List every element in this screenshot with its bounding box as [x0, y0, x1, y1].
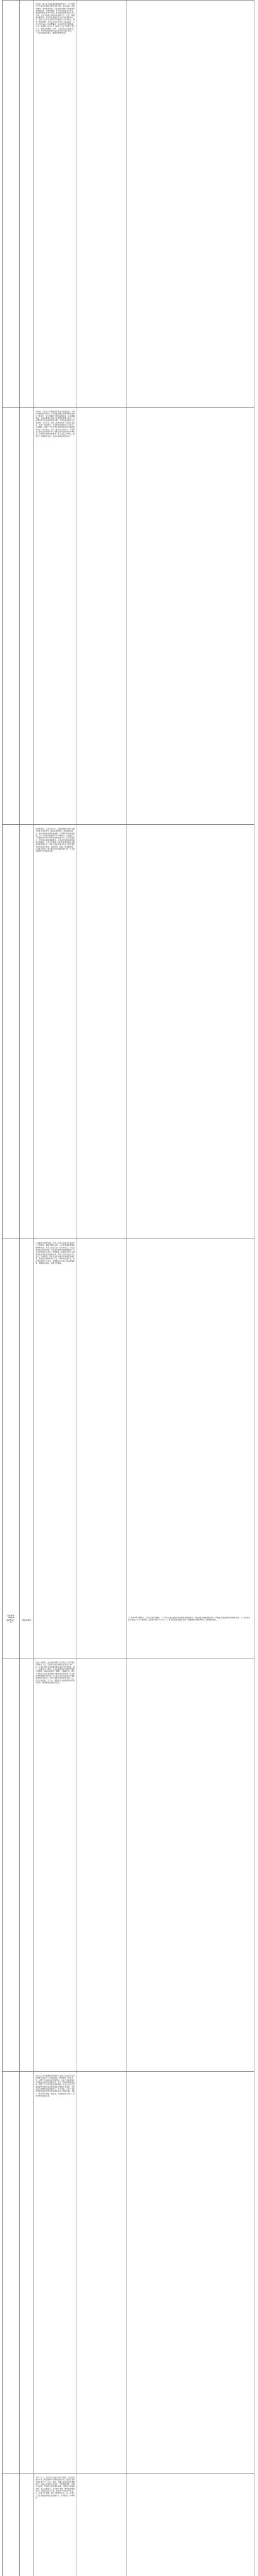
category-label [3, 1615, 19, 1624]
handling-note: 1．投诉举报问题属实，责令企业立即整改；2．责令企业按照危险废物规范化管理要求，规范设置危险废物暂存间，严格落实危险废物转移联单制度；3．依法对企业环境违法行为立案查处，处罚款人民币XX万元；4．督促企业制定整改方案，明确整改时限和责任人，确保整改到位。 [128, 1617, 251, 1621]
text-cell: 经核查，该企业主要从事机械零部件加工，生产过程中产生的危险废物主要为废矿物油、废乳化液、废包装桶等。现场检查发现，企业危险废物暂存间未按规范设置防渗、防泄漏措施，部分危险废物露天堆放，危险废物标识标签不规范，危险废物管理台账记录不完整。企业未按规定申报危险废物产生、贮存、转移和处置情况，部分危险废物转移未执行转移联单制度。执法人员对企业存在的问题进行了现场取证，调取了相关资料，并对企业负责人进行了调查询问。企业负责人承认上述问题属实，表示将立即开展整改。针对上述问题，执法人员当场责令企业立即停止违法行为，限期完成整改。同时，对企业周边环境进行了排查，未发现危险废物外溢造成环境污染的情况。下一步将持续跟踪督办，确保问题整改到位。 [36, 3, 75, 35]
row-divider [2, 407, 254, 408]
text-cell: 经进一步核实，企业危险废物产生量较大，现有暂存设施容量不足，导致部分危险废物无法及时入库贮存。企业已着手对危险废物暂存间进行扩建改造，预计于近期完成。同时，企业承诺将加快危险废物转移处置频次，确保危险废物不超期、不超量贮存。执法人员要求企业在改造期间采取临时防护措施，防止危险废物泄漏污染环境。对企业存在的未按规定设置危险废物识别标志、未执行转移联单制度等违法行为，依法立案查处。下一步，将加强对企业整改情况的跟踪督导，确保整改措施落实到位。 [36, 1662, 75, 1684]
category-line: 等 [10, 1621, 12, 1624]
type-label: 环境治理类 [22, 1619, 31, 1621]
column-divider [19, 0, 20, 2576]
text-cell: 针对群众反映的问题，执法人员对企业周边区域进行了走访调查。据周边群众反映，企业曾有将废油随意倾倒的情况。执法人员对企业厂区外排水沟、周边空地进行了仔细排查，未发现明显的废油倾倒痕迹。对企业雨水排放口进行了采样监测，监测结果显示石油类指标未超过相关排放标准。执法人员对企业负责人进行了批评教育，要求企业严格遵守环境保护法律法规，规范危险废物收集、贮存、转移和处置行为，杜绝违法倾倒行为发生。同时将该企业纳入重点监管对象，增加检查频次，加强日常监管。 [36, 1242, 75, 1265]
row-divider [2, 2071, 254, 2072]
category-line: 废矿物油） [6, 1619, 15, 1621]
text-cell: 执法人员对企业整改情况进行了复查。企业已对危险废物暂存间进行了规范化改造，地面铺设了防渗材料，设置了导流沟和应急收集池，张贴了危险废物贮存设施标识和危险废物标签，建立了危险废物管理台账，明确了专人负责危险废物管理。企业已完成全国固体废物管理信息系统危险废物管理计划备案，并对此前未申报的危险废物进行了补充申报。企业已委托有资质的单位对库存危险废物进行了转移处置，并执行了转移联单制度。经复查，企业整改基本到位，后续将持续加强监管。 [36, 2075, 75, 2097]
category-line: 危险废物 [7, 1615, 14, 1617]
text-cell: 为举一反三，执法部门以此次投诉为契机，在全区范围内开展了危险废物专项排查整治行动，重点检查涉危险废物产生、贮存、利用、处置企业的规范化管理情况，督促企业落实主体责任，完善管理制度，规范贮存设施，严格执行转移联单制度。对排查中发现的问题，建立问题清单，实行销号管理，确保问题整改到位。同时加大执法力度，对违法行为依法严肃查处，形成有力震慑。通过开展专项行动，进一步提升了全区危险废物规范化管理水平，有效防范了环境风险。 [36, 2477, 75, 2499]
row-divider [2, 0, 254, 1]
text-cell: 经调查，企业生产车间地面存在油污渗漏痕迹，车间内设备运行过程中产生的废机油通过收集槽收集后暂存于铁桶中，部分铁桶存在锈蚀破损现象，存在泄漏风险。危险废物暂存场所未设置明显的警示标志，未按要求建立危险废物管理计划，未对危险废物进行分类收集、分区贮存。执法人员依法制作了现场检查笔录，拍摄了现场照片，并对相关环境违法行为进行了立案调查。根据《中华人民共和国固体废物污染环境防治法》相关规定，拟对企业作出行政处罚。同时要求企业委托有资质的单位对危险废物进行规范转移处置，完善危险废物管理制度，落实企业主体责任，加强员工环境保护培训，提高环境风险防范意识。 [36, 411, 75, 437]
document-table [2, 0, 254, 2576]
row-divider [2, 824, 254, 825]
text-cell: 现场检查时，企业正在生产，危险废物暂存间内存放有废矿物油约X吨、废乳化液约X吨、废包装桶约X个，暂存间地面未做防渗处理，未设置导流沟和收集池，门口未张贴危险废物贮存设施标识。企业提供了与有资质单位签订的危险废物处置合同，但未能提供近一年的危险废物转移联单。经查询全国固体废物管理信息系统，企业未在系统中进行危险废物管理计划备案和申报登记。执法人员现场要求企业立即对暂存间进行规范化改造，落实防渗、防腐、防泄漏措施，完善标识标牌，建立健全危险废物管理台账，并在规定期限内完成系统申报。 [36, 828, 75, 853]
category-line: （HW08 [7, 1617, 14, 1619]
